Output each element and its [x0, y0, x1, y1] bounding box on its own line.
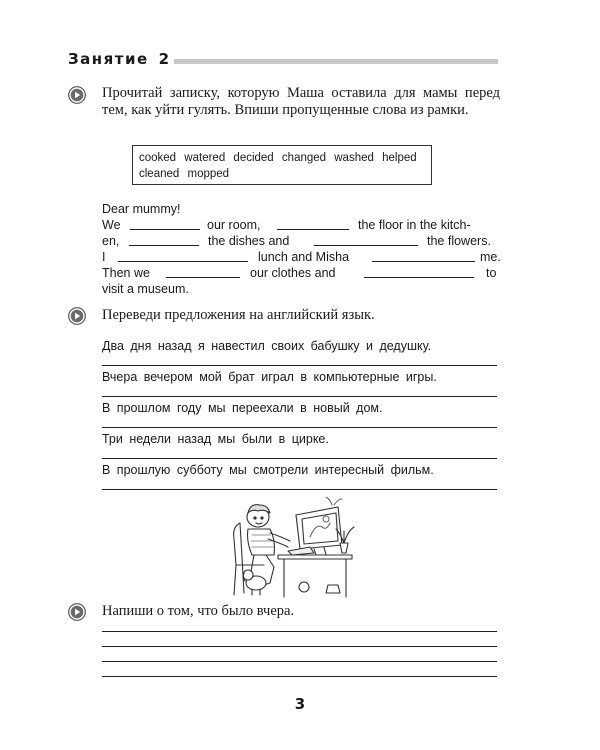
sentence: Два дня назад я навестил своих бабушку и дедушку. — [102, 339, 432, 353]
letter-text: me. — [480, 250, 501, 264]
letter-greeting: Dear mummy! — [102, 202, 181, 216]
lesson-number: 2 — [158, 50, 171, 68]
word-option: watered — [184, 152, 226, 164]
answer-line[interactable] — [102, 458, 497, 459]
letter-line — [102, 217, 498, 233]
blank-field[interactable] — [130, 229, 200, 230]
sentence: Три недели назад мы были в цирке. — [102, 432, 329, 446]
letter-text: visit a museum. — [102, 282, 189, 296]
letter-line — [102, 233, 498, 249]
boy-at-computer-illustration — [230, 497, 360, 601]
letter-text: our clothes and — [250, 266, 336, 280]
letter-text: We — [102, 218, 121, 232]
letter-text: I — [102, 250, 106, 264]
play-bullet-icon — [68, 307, 86, 325]
letter-line — [102, 265, 498, 281]
letter-line — [102, 281, 498, 297]
word-box — [132, 145, 432, 185]
play-bullet-icon — [68, 603, 86, 621]
lesson-header — [68, 50, 498, 72]
word-option: cooked — [139, 152, 177, 164]
answer-line[interactable] — [102, 396, 497, 397]
letter-text: en, — [102, 234, 120, 248]
word-option: changed — [281, 152, 327, 164]
sentence: Вчера вечером мой брат играл в компьютерные игры. — [102, 370, 437, 384]
blank-field[interactable] — [364, 277, 474, 278]
task1-instruction: Прочитай записку, которую Маша оставила для мамы перед тем, как уйти гулять. Впиши пропущенные слова из рамки. — [102, 85, 500, 118]
word-option: helped — [382, 152, 417, 164]
answer-line[interactable] — [102, 631, 497, 632]
answer-line[interactable] — [102, 676, 497, 677]
answer-line[interactable] — [102, 646, 497, 647]
header-rule — [174, 59, 498, 64]
blank-field[interactable] — [166, 277, 240, 278]
answer-line[interactable] — [102, 489, 497, 490]
lesson-label: Занятие — [68, 50, 149, 68]
task2-instruction: Переведи предложения на английский язык. — [102, 307, 375, 323]
lesson-title — [68, 50, 171, 68]
blank-field[interactable] — [372, 261, 475, 262]
word-option: cleaned — [139, 168, 180, 180]
letter-text: to — [486, 266, 497, 280]
letter-text: lunch and Misha — [258, 250, 350, 264]
page-number: 3 — [294, 695, 306, 713]
letter-text: our room, — [207, 218, 261, 232]
answer-line[interactable] — [102, 365, 497, 366]
letter-line — [102, 201, 498, 217]
word-option: mopped — [187, 168, 230, 180]
word-option: washed — [334, 152, 374, 164]
letter — [102, 201, 501, 297]
blank-field[interactable] — [118, 261, 248, 262]
blank-field[interactable] — [129, 245, 199, 246]
sentence: В прошлом году мы переехали в новый дом. — [102, 401, 383, 415]
answer-line[interactable] — [102, 427, 497, 428]
letter-text: Then we — [102, 266, 150, 280]
letter-line — [102, 249, 501, 265]
sentence: В прошлую субботу мы смотрели интересный фильм. — [102, 463, 434, 477]
letter-text: the floor in the kitch- — [358, 218, 471, 232]
blank-field[interactable] — [314, 245, 418, 246]
play-bullet-icon — [68, 86, 86, 104]
word-option: decided — [233, 152, 274, 164]
letter-text: the dishes and — [208, 234, 290, 248]
answer-line[interactable] — [102, 661, 497, 662]
task3-instruction: Напиши о том, что было вчера. — [102, 603, 295, 619]
letter-text: the flowers. — [427, 234, 491, 248]
blank-field[interactable] — [277, 229, 349, 230]
